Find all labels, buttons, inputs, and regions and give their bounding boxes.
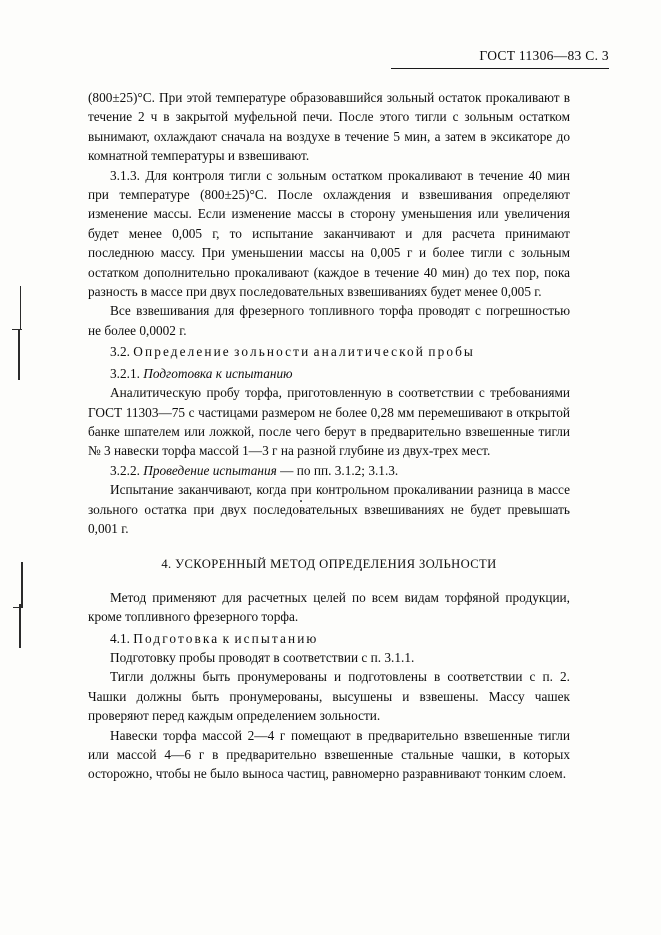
section-heading-3-2-2: [88, 461, 570, 480]
page-number: С. 3: [585, 48, 609, 63]
paragraph-all-weighings: Все взвешивания для фрезерного топливного торфа проводят с погрешностью не более 0,0002 г.: [88, 303, 570, 338]
section-title-3-2-2: Проведение испытания: [143, 462, 277, 478]
binding-mark: [0, 562, 34, 608]
section-title-4-1-word3: испытанию: [234, 630, 319, 646]
paragraph-peat-portions: Навески торфа массой 2—4 г помещают в предварительно взвешенные тигли или массой 4—6 г в предварительно взвешенные стальные чашки, в которых осторожно, чтобы не было выноса частиц, равномерно разравнивают тонким слоем.: [88, 727, 570, 782]
section-number-3-2-1: 3.2.1.: [110, 365, 140, 381]
section-title-4-1-word2: к: [222, 630, 232, 646]
section-3-2-2-reference: — по пп. 3.1.2; 3.1.3.: [280, 462, 399, 478]
section-heading-3-2-1: [88, 364, 570, 383]
paragraph-continuation: (800±25)°С. При этой температуре образовавшийся зольный остаток прокаливают в течение 2 ч в закрытой муфельной печи. После этого тигли с зольным остатком вынимают, охлаждают сначала на воздухе в течение 5 мин, а затем в эксикаторе до комнатной температуры и взвешивают.: [88, 90, 570, 164]
section-number-3-2-2: 3.2.2.: [110, 462, 140, 478]
header-rule: [391, 68, 609, 69]
binding-mark: [0, 604, 34, 648]
section-title-3-2-1: Подготовка к испытанию: [143, 365, 293, 381]
section-heading-4-1: [88, 629, 570, 648]
paragraph-method-application: Метод применяют для расчетных целей по всем видам торфяной продукции, кроме топливного фрезерного торфа.: [88, 589, 570, 625]
binding-mark: [0, 286, 34, 330]
paragraph-test-completion: Испытание заканчивают, когда при контрольном прокаливании разница в массе зольного остатка при двух последовательных взвешиваниях не будет превышать 0,001 г.: [88, 482, 570, 536]
section-title-3-2-word2: зольности: [234, 344, 311, 360]
section-title-3-2-word1: Определение: [133, 344, 231, 360]
paragraph-sample-preparation: Подготовку пробы проводят в соответствии с п. 3.1.1.: [110, 649, 415, 665]
binding-mark: [0, 330, 34, 380]
section-number-4-1: 4.1.: [110, 630, 130, 646]
paragraph-crucibles: Тигли должны быть пронумерованы и подготовлены в соответствии с п. 2. Чашки должны быть пронумерованы, высушены и взвешены. Массу чашек проверяют перед каждым определением зольности.: [88, 669, 570, 724]
paragraph-analytical-sample: Аналитическую пробу торфа, приготовленную в соответствии с требованиями ГОСТ 11303—75 с частицами размером не более 0,28 мм перемешивают в открытой банке шпателем или ложкой, после чего берут в предварительно взвешенные тигли № 3 навески торфа массой 1—3 г на разной глубине из двух-трех мест.: [88, 385, 570, 459]
section-title-3-2-word3: аналитической: [313, 344, 426, 360]
section-heading-4: 4. УСКОРЕННЫЙ МЕТОД ОПРЕДЕЛЕНИЯ ЗОЛЬНОСТИ: [161, 557, 497, 572]
section-number-3-2: 3.2.: [110, 344, 130, 360]
document-body: [88, 88, 570, 784]
section-heading-3-2: [88, 342, 570, 361]
page-header: [479, 48, 609, 64]
section-title-3-2-word4: пробы: [428, 344, 475, 360]
standard-number: ГОСТ 11306—83: [479, 48, 582, 63]
paragraph-3-1-3: 3.1.3. Для контроля тигли с зольным остатком прокаливают в течение 40 мин при температуре (800±25)°С. После охлаждения и взвешивания определяют изменение массы. Если изменение массы в сторону уменьшения или увеличения будет менее 0,005 г, то испытание заканчивают и для расчета принимают последнюю массу. При уменьшении массы на 0,005 г и более тигли с зольным остатком дополнительно прокаливают (каждое в течение 40 мин) до тех пор, пока разность в массе при двух последовательных взвешиваниях будет менее 0,005 г.: [88, 167, 570, 300]
section-title-4-1-word1: Подготовка: [133, 630, 220, 646]
